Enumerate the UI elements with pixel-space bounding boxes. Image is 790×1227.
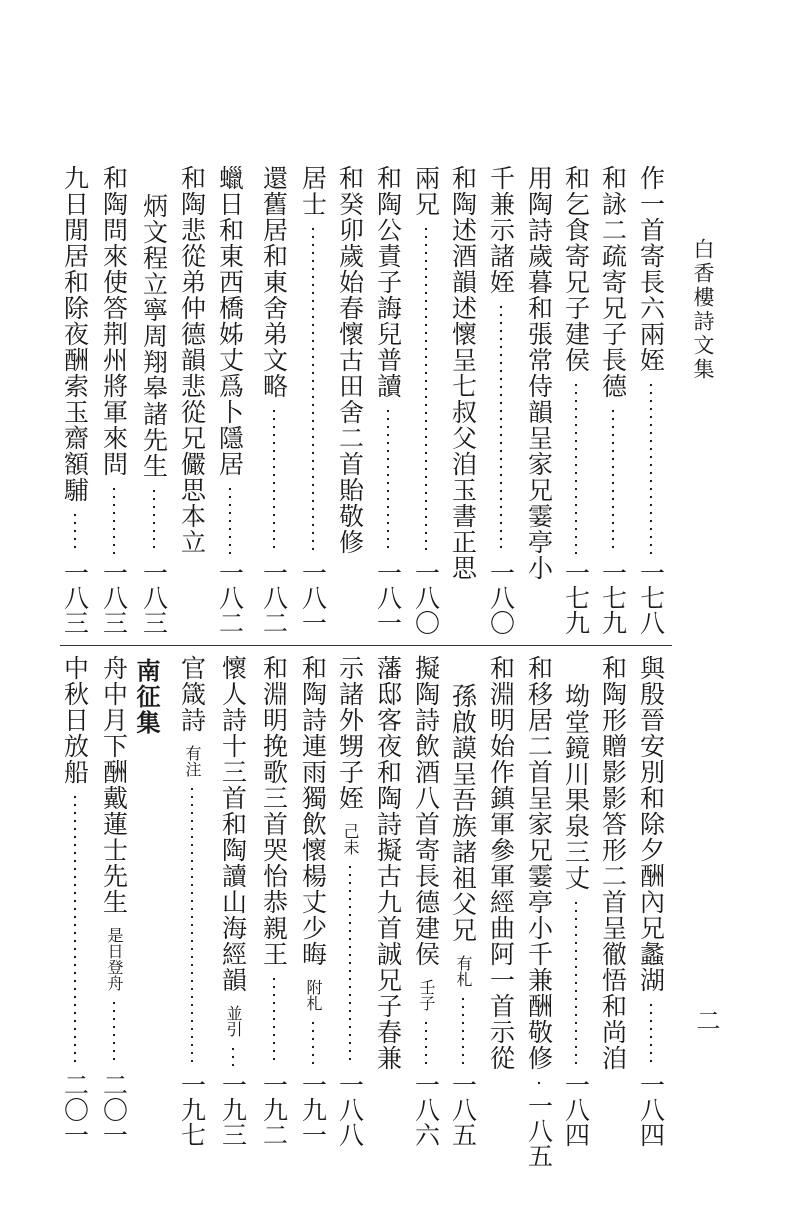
entry-note: 己未 [341, 823, 360, 855]
dot-leader [650, 381, 652, 554]
toc-entry [598, 165, 628, 635]
toc-entry [448, 655, 478, 1147]
entry-page: 一八〇 [486, 560, 516, 635]
dot-leader [575, 899, 577, 1066]
entry-page: 一八二 [215, 560, 245, 635]
entry-title: 居士 [298, 165, 328, 217]
toc-entry [99, 655, 129, 1147]
entry-title: 官箴詩 [177, 655, 207, 733]
toc-entry [60, 655, 90, 1147]
entry-title: 和陶形贈影影答形二首呈徹悟和尚洎 [598, 655, 628, 1071]
toc-entry [636, 655, 666, 1147]
entry-page: 一八六 [411, 1072, 441, 1147]
entry-page: 一八五 [448, 1072, 478, 1147]
section-divider [60, 645, 672, 646]
entry-page: 一八二 [259, 560, 289, 635]
entry-page: 一八一 [298, 560, 328, 635]
toc-entry [561, 165, 591, 635]
dot-leader [349, 863, 351, 1066]
dot-leader [229, 485, 231, 554]
entry-title: 和陶悲從弟仲德韻悲從兄儼思本立 [177, 165, 207, 555]
toc-entry [177, 165, 207, 635]
entry-page: 一九七 [177, 1072, 207, 1147]
entry-title: 和陶詩連雨獨飲懷楊丈少晦 [298, 655, 328, 967]
dot-leader [273, 975, 275, 1066]
dot-leader [425, 1019, 427, 1066]
toc-entry [259, 655, 289, 1147]
dot-leader [191, 785, 193, 1066]
entry-title: 炳文程立寧周翔皋諸先生 [139, 193, 169, 479]
entry-title: 和乞食寄兄子建侯 [561, 165, 591, 373]
toc-entry [373, 655, 403, 1147]
entry-note: 壬子 [417, 979, 436, 1011]
toc-entry [99, 165, 129, 635]
entry-page: 一八四 [636, 1072, 666, 1147]
dot-leader [113, 999, 115, 1066]
toc-entry [215, 165, 245, 635]
entry-page: 一九一 [298, 1072, 328, 1147]
entry-title: 千兼示諸姪 [486, 165, 516, 295]
dot-leader [387, 407, 389, 554]
entry-title: 作一首寄長六兩姪 [636, 165, 666, 373]
entry-page: 一八〇 [411, 560, 441, 635]
entry-title: 和陶問來使答荆州將軍來問 [99, 165, 129, 477]
entry-title: 擬陶詩飲酒八首寄長德建侯 [411, 655, 441, 967]
entry-title: 和癸卯歲始春懷古田舍二首貽敬修 [335, 165, 365, 555]
entry-page: 一八八 [335, 1072, 365, 1147]
toc-entry [524, 165, 554, 635]
toc-entry [524, 655, 554, 1168]
entry-title: 和陶公責子誨兒普讀 [373, 165, 403, 399]
toc-entry [335, 165, 365, 635]
dot-leader [312, 225, 314, 554]
toc-entry [335, 655, 365, 1147]
entry-title: 還舊居和東舍弟文略 [259, 165, 289, 399]
dot-leader [425, 225, 427, 554]
entry-note: 並引 [224, 1005, 243, 1037]
entry-page: 一八一 [373, 560, 403, 635]
toc-entry [60, 165, 90, 635]
entry-title: 和移居二首呈家兄霎亭小千兼酬敬修 [524, 655, 554, 1071]
entry-title: 兩兄 [411, 165, 441, 217]
toc-entry [598, 655, 628, 1147]
entry-title: 與殷晉安別和除夕酬內兄蠡湖 [636, 655, 666, 993]
entry-title: 孫啟謨呈吾族諸祖父兄 [448, 683, 478, 943]
toc-entry [139, 165, 169, 635]
entry-note: 附札 [304, 979, 323, 1011]
page-number: 二 [692, 1008, 720, 1032]
toc-entry [298, 165, 328, 635]
entry-page: 一九二 [259, 1072, 289, 1147]
dot-leader [153, 487, 155, 554]
entry-title: 示諸外甥子姪 [335, 655, 365, 811]
dot-leader [462, 995, 464, 1066]
entry-page: 二〇一 [99, 1072, 129, 1147]
dot-leader [650, 1001, 652, 1066]
entry-title: 懷人詩十三首和陶讀山海經韻 [218, 655, 248, 993]
dot-leader [538, 1079, 540, 1087]
entry-page: 一八五 [524, 1093, 554, 1168]
entry-page: 一八四 [561, 1072, 591, 1147]
toc-entry [561, 655, 591, 1147]
section-heading: 南征集 [132, 658, 160, 736]
entry-page: 一七八 [636, 560, 666, 635]
entry-title: 中秋日放船 [60, 655, 90, 785]
entry-title: 用陶詩歲暮和張常侍韻呈家兄霎亭小 [524, 165, 554, 581]
entry-page: 一八三 [99, 560, 129, 635]
entry-note: 有札 [454, 955, 473, 987]
running-header-title: 白香樓詩文集 [691, 238, 715, 382]
dot-leader [612, 407, 614, 554]
toc-entry [486, 655, 516, 1147]
dot-leader [232, 1045, 234, 1066]
entry-title: 和淵明挽歌三首哭怡恭親王 [259, 655, 289, 967]
entry-title: 舟中月下酬戴蓮士先生 [99, 655, 129, 915]
entry-title: 和詠二疏寄兄子長德 [598, 165, 628, 399]
toc-entry [373, 165, 403, 635]
dot-leader [113, 485, 115, 554]
toc-entry [218, 655, 248, 1147]
entry-note: 有注 [183, 745, 202, 777]
entry-title: 藩邸客夜和陶詩擬古九首誠兄子春兼 [373, 655, 403, 1071]
toc-entry [411, 165, 441, 635]
toc-entry [298, 655, 328, 1147]
entry-title: 九日閒居和除夜酬索玉齋額䮒 [60, 165, 90, 503]
entry-title: 坳堂鏡川果泉三丈 [561, 683, 591, 891]
toc-entry [177, 655, 207, 1147]
toc-entry [411, 655, 441, 1147]
entry-title: 和陶述酒韻述懷呈七叔父洎玉書正思 [448, 165, 478, 581]
entry-title: 和淵明始作鎮軍參軍經曲阿一首示從 [486, 655, 516, 1071]
toc-entry [486, 165, 516, 635]
dot-leader [500, 303, 502, 554]
dot-leader [575, 381, 577, 554]
entry-title: 蠟日和東西橋姊丈爲卜隱居 [215, 165, 245, 477]
entry-page: 一七九 [561, 560, 591, 635]
entry-page: 一七九 [598, 560, 628, 635]
entry-note: 是日登舟 [105, 927, 124, 991]
dot-leader [74, 511, 76, 554]
dot-leader [273, 407, 275, 554]
toc-entry [636, 165, 666, 635]
entry-page: 二〇一 [60, 1072, 90, 1147]
entry-page: 一九三 [218, 1072, 248, 1147]
toc-entry [448, 165, 478, 635]
toc-entry [259, 165, 289, 635]
entry-page: 一八三 [139, 560, 169, 635]
dot-leader [312, 1019, 314, 1066]
dot-leader [74, 793, 76, 1066]
entry-page: 一八三 [60, 560, 90, 635]
